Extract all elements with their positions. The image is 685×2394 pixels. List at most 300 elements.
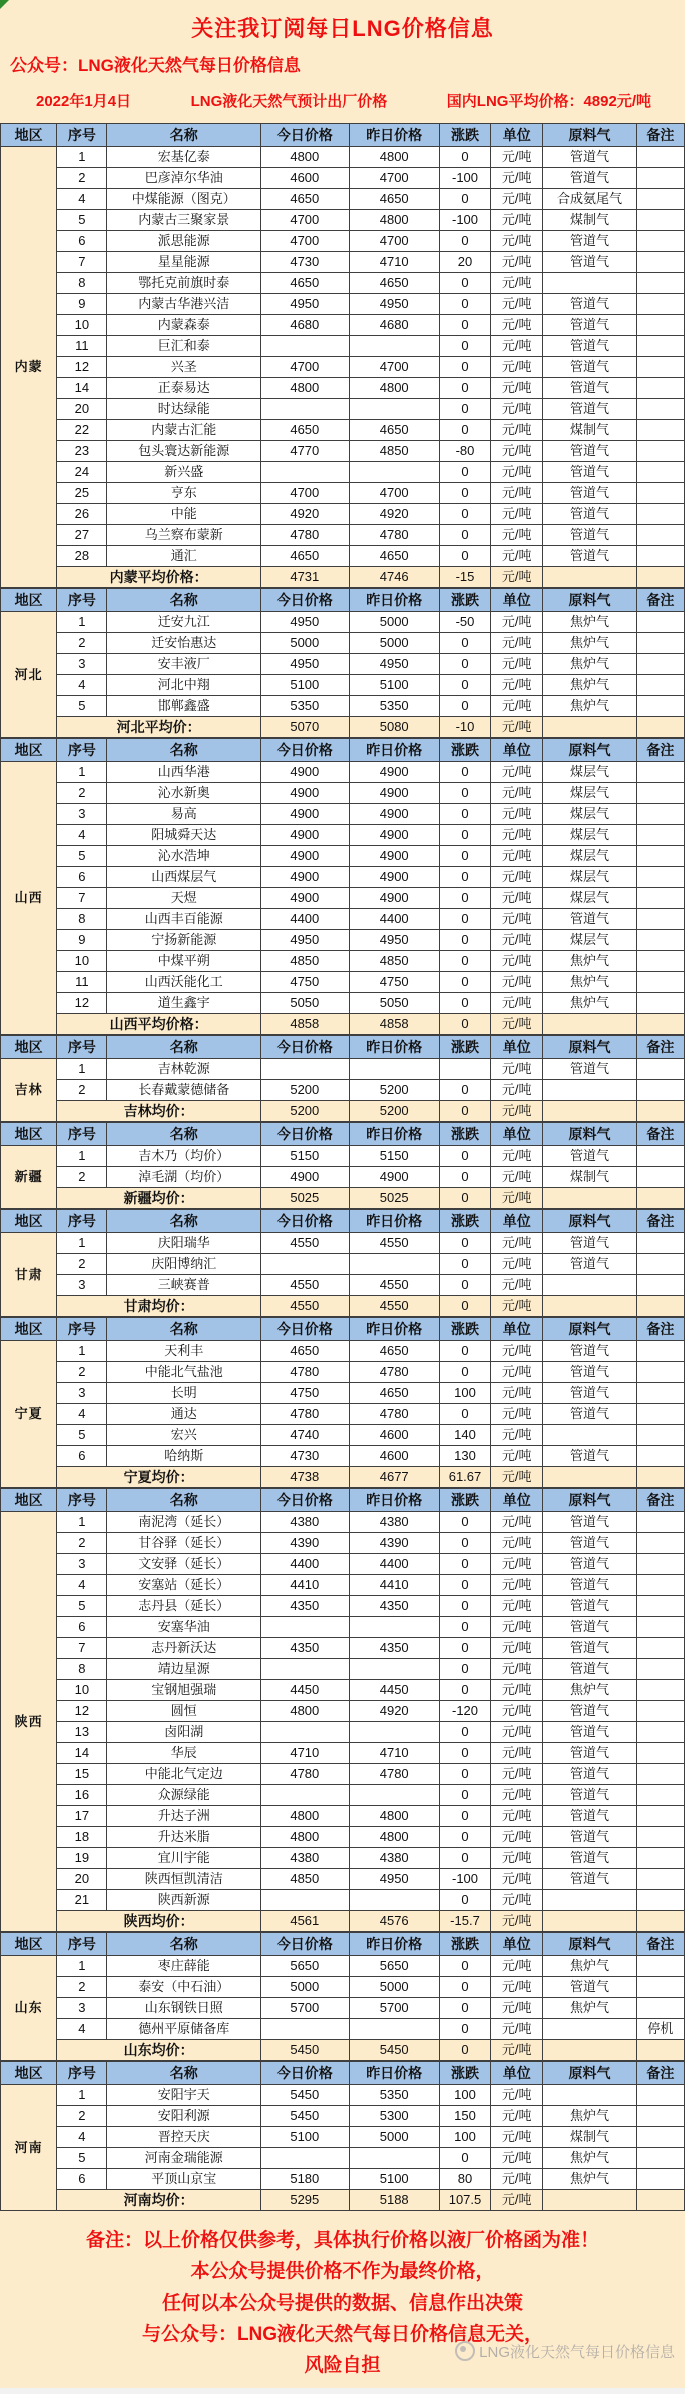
seq-cell: 6 <box>57 2169 107 2190</box>
average-row <box>1 2040 685 2061</box>
table-row <box>1 930 685 951</box>
note-cell <box>636 1680 684 1701</box>
unit-cell: 元/吨 <box>491 525 543 546</box>
unit-cell: 元/吨 <box>491 2127 543 2148</box>
seq-cell: 8 <box>57 909 107 930</box>
region-name-cell: 吉林 <box>1 1059 57 1122</box>
price-yesterday-cell: 4920 <box>349 1701 439 1722</box>
price-yesterday-cell: 4710 <box>349 1743 439 1764</box>
unit-cell: 元/吨 <box>491 1446 543 1467</box>
note-cell <box>636 273 684 294</box>
price-yesterday-cell <box>349 1617 439 1638</box>
price-yesterday-cell: 4650 <box>349 1383 439 1404</box>
seq-cell: 4 <box>57 189 107 210</box>
price-yesterday-cell: 4550 <box>349 1275 439 1296</box>
unit-cell: 元/吨 <box>491 1512 543 1533</box>
change-cell: -80 <box>439 441 490 462</box>
average-today-cell: 5200 <box>261 1101 349 1122</box>
name-cell: 中能北气定边 <box>107 1764 261 1785</box>
price-today-cell <box>261 1059 349 1080</box>
change-cell: 0 <box>439 378 490 399</box>
name-cell: 圆恒 <box>107 1701 261 1722</box>
change-cell: 0 <box>439 951 490 972</box>
unit-cell: 元/吨 <box>491 1059 543 1080</box>
unit-cell: 元/吨 <box>491 1806 543 1827</box>
region-table-4 <box>0 1035 685 1122</box>
note-cell <box>636 696 684 717</box>
feedstock-cell: 焦炉气 <box>543 1998 636 2019</box>
price-yesterday-cell: 5100 <box>349 675 439 696</box>
feedstock-cell <box>543 1425 636 1446</box>
seq-cell: 4 <box>57 2127 107 2148</box>
price-today-cell: 5350 <box>261 696 349 717</box>
note-cell <box>636 1785 684 1806</box>
average-change-cell: -15.7 <box>439 1911 490 1932</box>
region-name-cell: 甘肃 <box>1 1233 57 1317</box>
change-cell: 0 <box>439 315 490 336</box>
price-yesterday-cell: 4900 <box>349 762 439 783</box>
change-cell: 0 <box>439 1764 490 1785</box>
average-unit-cell: 元/吨 <box>491 717 543 738</box>
average-yesterday-cell: 4550 <box>349 1296 439 1317</box>
column-header: 序号 <box>57 124 107 147</box>
price-yesterday-cell: 5700 <box>349 1998 439 2019</box>
price-yesterday-cell: 5200 <box>349 1080 439 1101</box>
name-cell: 宜川宇能 <box>107 1848 261 1869</box>
seq-cell: 23 <box>57 441 107 462</box>
name-cell: 安丰液厂 <box>107 654 261 675</box>
name-cell: 内蒙森泰 <box>107 315 261 336</box>
unit-cell: 元/吨 <box>491 846 543 867</box>
table-row <box>1 1383 685 1404</box>
feedstock-cell: 管道气 <box>543 1362 636 1383</box>
price-today-cell: 4700 <box>261 231 349 252</box>
seq-cell: 17 <box>57 1806 107 1827</box>
table-row <box>1 2019 685 2040</box>
name-cell: 亨东 <box>107 483 261 504</box>
feedstock-cell: 煤制气 <box>543 420 636 441</box>
table-header-row <box>1 739 685 762</box>
price-today-cell: 4390 <box>261 1533 349 1554</box>
region-table-1 <box>0 123 685 588</box>
price-today-cell: 5450 <box>261 2085 349 2106</box>
unit-cell: 元/吨 <box>491 825 543 846</box>
average-row <box>1 717 685 738</box>
price-yesterday-cell <box>349 2148 439 2169</box>
seq-cell: 2 <box>57 1254 107 1275</box>
price-today-cell: 4900 <box>261 888 349 909</box>
average-row <box>1 1101 685 1122</box>
unit-cell: 元/吨 <box>491 1254 543 1275</box>
feedstock-cell: 管道气 <box>543 1533 636 1554</box>
table-row <box>1 504 685 525</box>
note-cell <box>636 441 684 462</box>
average-yesterday-cell: 4677 <box>349 1467 439 1488</box>
change-cell: 0 <box>439 1167 490 1188</box>
region-name-cell: 山东 <box>1 1956 57 2061</box>
unit-cell: 元/吨 <box>491 504 543 525</box>
note-cell <box>636 231 684 252</box>
price-today-cell: 4800 <box>261 1806 349 1827</box>
unit-cell: 元/吨 <box>491 1554 543 1575</box>
table-row <box>1 1575 685 1596</box>
price-today-cell: 4950 <box>261 612 349 633</box>
average-yesterday-cell: 5080 <box>349 717 439 738</box>
name-cell: 沁水浩坤 <box>107 846 261 867</box>
column-header: 地区 <box>1 739 57 762</box>
seq-cell: 14 <box>57 378 107 399</box>
name-cell: 山西丰百能源 <box>107 909 261 930</box>
feedstock-cell: 管道气 <box>543 336 636 357</box>
column-header: 地区 <box>1 589 57 612</box>
table-header-row <box>1 1933 685 1956</box>
average-unit-cell: 元/吨 <box>491 1467 543 1488</box>
change-cell: 0 <box>439 1680 490 1701</box>
change-cell: 0 <box>439 1275 490 1296</box>
seq-cell: 6 <box>57 231 107 252</box>
feedstock-cell: 管道气 <box>543 1404 636 1425</box>
price-today-cell: 4700 <box>261 210 349 231</box>
seq-cell: 7 <box>57 1638 107 1659</box>
average-note-cell <box>636 1296 684 1317</box>
price-yesterday-cell: 5350 <box>349 2085 439 2106</box>
feedstock-cell: 管道气 <box>543 483 636 504</box>
feedstock-cell: 管道气 <box>543 1059 636 1080</box>
seq-cell: 8 <box>57 1659 107 1680</box>
region-name-cell: 宁夏 <box>1 1341 57 1488</box>
column-header: 昨日价格 <box>349 1318 439 1341</box>
seq-cell: 24 <box>57 462 107 483</box>
column-header: 今日价格 <box>261 739 349 762</box>
feedstock-cell: 管道气 <box>543 1233 636 1254</box>
change-cell: 100 <box>439 1383 490 1404</box>
seq-cell: 10 <box>57 951 107 972</box>
average-change-cell: 61.67 <box>439 1467 490 1488</box>
average-feedstock-cell <box>543 567 636 588</box>
change-cell: 0 <box>439 804 490 825</box>
change-cell: 0 <box>439 1722 490 1743</box>
feedstock-cell: 焦炉气 <box>543 633 636 654</box>
seq-cell: 6 <box>57 867 107 888</box>
table-row <box>1 2169 685 2190</box>
price-today-cell: 4550 <box>261 1233 349 1254</box>
unit-cell: 元/吨 <box>491 168 543 189</box>
name-cell: 星星能源 <box>107 252 261 273</box>
name-cell: 三峡赛普 <box>107 1275 261 1296</box>
unit-cell: 元/吨 <box>491 1596 543 1617</box>
note-cell <box>636 1425 684 1446</box>
name-cell: 中煤能源（图克） <box>107 189 261 210</box>
name-cell: 哈纳斯 <box>107 1446 261 1467</box>
average-feedstock-cell <box>543 1101 636 1122</box>
change-cell: 0 <box>439 1848 490 1869</box>
feedstock-cell <box>543 1890 636 1911</box>
table-header-row <box>1 1210 685 1233</box>
price-yesterday-cell: 4450 <box>349 1680 439 1701</box>
average-label-cell: 宁夏均价： <box>57 1467 261 1488</box>
note-cell <box>636 825 684 846</box>
note-cell <box>636 1533 684 1554</box>
unit-cell: 元/吨 <box>491 762 543 783</box>
name-cell: 巨汇和泰 <box>107 336 261 357</box>
price-yesterday-cell: 4550 <box>349 1233 439 1254</box>
average-row <box>1 1296 685 1317</box>
note-cell <box>636 546 684 567</box>
unit-cell: 元/吨 <box>491 378 543 399</box>
column-header: 备注 <box>636 1318 684 1341</box>
seq-cell: 1 <box>57 612 107 633</box>
average-feedstock-cell <box>543 1188 636 1209</box>
feedstock-cell <box>543 2085 636 2106</box>
name-cell: 德州平原储备库 <box>107 2019 261 2040</box>
column-header: 名称 <box>107 1489 261 1512</box>
region-name-cell: 山西 <box>1 762 57 1035</box>
price-today-cell: 5050 <box>261 993 349 1014</box>
change-cell: 0 <box>439 462 490 483</box>
note-cell <box>636 168 684 189</box>
seq-cell: 3 <box>57 654 107 675</box>
feedstock-cell: 煤制气 <box>543 1167 636 1188</box>
average-label-cell: 内蒙平均价格： <box>57 567 261 588</box>
column-header: 地区 <box>1 1489 57 1512</box>
seq-cell: 28 <box>57 546 107 567</box>
unit-cell: 元/吨 <box>491 1638 543 1659</box>
seq-cell: 1 <box>57 1146 107 1167</box>
unit-cell: 元/吨 <box>491 483 543 504</box>
seq-cell: 26 <box>57 504 107 525</box>
seq-cell: 4 <box>57 2019 107 2040</box>
change-cell: 0 <box>439 1617 490 1638</box>
name-cell: 平顶山京宝 <box>107 2169 261 2190</box>
seq-cell: 1 <box>57 1512 107 1533</box>
price-yesterday-cell <box>349 1659 439 1680</box>
average-note-cell <box>636 567 684 588</box>
average-feedstock-cell <box>543 1014 636 1035</box>
unit-cell: 元/吨 <box>491 804 543 825</box>
note-cell <box>636 612 684 633</box>
change-cell: 0 <box>439 1596 490 1617</box>
price-yesterday-cell: 4900 <box>349 867 439 888</box>
feedstock-cell: 煤制气 <box>543 2127 636 2148</box>
column-header: 备注 <box>636 739 684 762</box>
average-row <box>1 1467 685 1488</box>
price-today-cell: 4800 <box>261 378 349 399</box>
table-row <box>1 951 685 972</box>
table-row <box>1 909 685 930</box>
table-row <box>1 1446 685 1467</box>
change-cell: 0 <box>439 972 490 993</box>
table-row <box>1 1806 685 1827</box>
table-row <box>1 1404 685 1425</box>
price-yesterday-cell: 4680 <box>349 315 439 336</box>
column-header: 涨跌 <box>439 2062 490 2085</box>
feedstock-cell: 管道气 <box>543 1701 636 1722</box>
region-name-cell: 内蒙 <box>1 147 57 588</box>
price-today-cell: 5180 <box>261 2169 349 2190</box>
unit-cell: 元/吨 <box>491 357 543 378</box>
column-header: 单位 <box>491 1933 543 1956</box>
name-cell: 派思能源 <box>107 231 261 252</box>
table-row <box>1 804 685 825</box>
unit-cell: 元/吨 <box>491 210 543 231</box>
price-yesterday-cell: 5000 <box>349 1977 439 1998</box>
price-yesterday-cell <box>349 1254 439 1275</box>
average-row <box>1 1911 685 1932</box>
change-cell: 0 <box>439 336 490 357</box>
price-today-cell: 5150 <box>261 1146 349 1167</box>
name-cell: 道生鑫宇 <box>107 993 261 1014</box>
name-cell: 包头寰达新能源 <box>107 441 261 462</box>
column-header: 名称 <box>107 1123 261 1146</box>
column-header: 名称 <box>107 124 261 147</box>
price-yesterday-cell: 4380 <box>349 1848 439 1869</box>
change-cell: 0 <box>439 483 490 504</box>
table-row <box>1 420 685 441</box>
table-row <box>1 1341 685 1362</box>
average-label-cell: 吉林均价： <box>57 1101 261 1122</box>
price-today-cell: 4780 <box>261 1362 349 1383</box>
feedstock-cell: 管道气 <box>543 1446 636 1467</box>
price-today-cell: 5700 <box>261 1998 349 2019</box>
feedstock-cell: 管道气 <box>543 504 636 525</box>
name-cell: 兴圣 <box>107 357 261 378</box>
note-cell <box>636 654 684 675</box>
average-note-cell <box>636 1911 684 1932</box>
table-row <box>1 1848 685 1869</box>
price-yesterday-cell: 4920 <box>349 504 439 525</box>
price-yesterday-cell: 4650 <box>349 420 439 441</box>
name-cell: 众源绿能 <box>107 1785 261 1806</box>
column-header: 名称 <box>107 2062 261 2085</box>
column-header: 涨跌 <box>439 589 490 612</box>
unit-cell: 元/吨 <box>491 783 543 804</box>
average-label-cell: 河北平均价： <box>57 717 261 738</box>
table-row <box>1 1827 685 1848</box>
price-today-cell: 4730 <box>261 1446 349 1467</box>
unit-cell: 元/吨 <box>491 1701 543 1722</box>
column-header: 序号 <box>57 589 107 612</box>
watermark-text: LNG液化天然气每日价格信息 <box>479 2343 675 2361</box>
average-unit-cell: 元/吨 <box>491 1296 543 1317</box>
change-cell: 0 <box>439 1575 490 1596</box>
disclaimer-line: 与公众号：LNG液化天然气每日价格信息无关， <box>141 2324 544 2346</box>
average-today-cell: 5070 <box>261 717 349 738</box>
column-header: 单位 <box>491 589 543 612</box>
column-header: 名称 <box>107 1210 261 1233</box>
seq-cell: 20 <box>57 399 107 420</box>
change-cell: 0 <box>439 846 490 867</box>
average-today-cell: 5025 <box>261 1188 349 1209</box>
region-tables-container <box>0 123 685 2211</box>
feedstock-cell <box>543 273 636 294</box>
unit-cell: 元/吨 <box>491 1977 543 1998</box>
change-cell: 0 <box>439 1080 490 1101</box>
column-header: 地区 <box>1 1123 57 1146</box>
change-cell: -100 <box>439 1869 490 1890</box>
change-cell: 0 <box>439 147 490 168</box>
table-row <box>1 252 685 273</box>
name-cell: 升达子洲 <box>107 1806 261 1827</box>
name-cell: 南泥湾（延长） <box>107 1512 261 1533</box>
price-today-cell: 4750 <box>261 972 349 993</box>
column-header: 备注 <box>636 1210 684 1233</box>
seq-cell: 1 <box>57 1341 107 1362</box>
seq-cell: 2 <box>57 633 107 654</box>
table-row <box>1 612 685 633</box>
price-today-cell: 4700 <box>261 483 349 504</box>
column-header: 备注 <box>636 1933 684 1956</box>
seq-cell: 9 <box>57 294 107 315</box>
price-today-cell: 4920 <box>261 504 349 525</box>
average-note-cell <box>636 1014 684 1035</box>
name-cell: 泰安（中石油） <box>107 1977 261 1998</box>
unit-cell: 元/吨 <box>491 1722 543 1743</box>
seq-cell: 11 <box>57 336 107 357</box>
feedstock-cell: 煤层气 <box>543 783 636 804</box>
price-today-cell: 4800 <box>261 147 349 168</box>
name-cell: 长明 <box>107 1383 261 1404</box>
column-header: 原料气 <box>543 1036 636 1059</box>
price-yesterday-cell: 4700 <box>349 168 439 189</box>
average-note-cell <box>636 2190 684 2211</box>
change-cell: 0 <box>439 525 490 546</box>
change-cell: 0 <box>439 1743 490 1764</box>
change-cell: 0 <box>439 1404 490 1425</box>
feedstock-cell: 管道气 <box>543 231 636 252</box>
name-cell: 安塞华油 <box>107 1617 261 1638</box>
price-yesterday-cell: 4350 <box>349 1638 439 1659</box>
name-cell: 中能 <box>107 504 261 525</box>
unit-cell: 元/吨 <box>491 633 543 654</box>
column-header: 涨跌 <box>439 1489 490 1512</box>
column-header: 今日价格 <box>261 1123 349 1146</box>
seq-cell: 10 <box>57 1680 107 1701</box>
table-row <box>1 1362 685 1383</box>
change-cell: 0 <box>439 2019 490 2040</box>
table-row <box>1 762 685 783</box>
region-table-3 <box>0 738 685 1035</box>
seq-cell: 12 <box>57 993 107 1014</box>
unit-cell: 元/吨 <box>491 399 543 420</box>
average-feedstock-cell <box>543 1467 636 1488</box>
unit-cell: 元/吨 <box>491 1890 543 1911</box>
unit-cell: 元/吨 <box>491 1362 543 1383</box>
table-row <box>1 1425 685 1446</box>
column-header: 单位 <box>491 1489 543 1512</box>
price-yesterday-cell: 4900 <box>349 783 439 804</box>
unit-cell: 元/吨 <box>491 1146 543 1167</box>
name-cell: 靖边星源 <box>107 1659 261 1680</box>
price-today-cell <box>261 1659 349 1680</box>
note-cell <box>636 1383 684 1404</box>
change-cell: 0 <box>439 1806 490 1827</box>
price-yesterday-cell: 5100 <box>349 2169 439 2190</box>
average-change-cell: 107.5 <box>439 2190 490 2211</box>
table-row <box>1 168 685 189</box>
price-today-cell <box>261 1617 349 1638</box>
column-header: 地区 <box>1 124 57 147</box>
unit-cell: 元/吨 <box>491 315 543 336</box>
table-row <box>1 846 685 867</box>
info-line <box>6 86 679 121</box>
table-row <box>1 294 685 315</box>
national-average-label: 国内LNG平均价格：4892元/吨 <box>446 93 651 110</box>
feedstock-cell: 煤层气 <box>543 867 636 888</box>
change-cell: -120 <box>439 1701 490 1722</box>
note-cell <box>636 762 684 783</box>
feedstock-cell: 管道气 <box>543 399 636 420</box>
table-row <box>1 462 685 483</box>
